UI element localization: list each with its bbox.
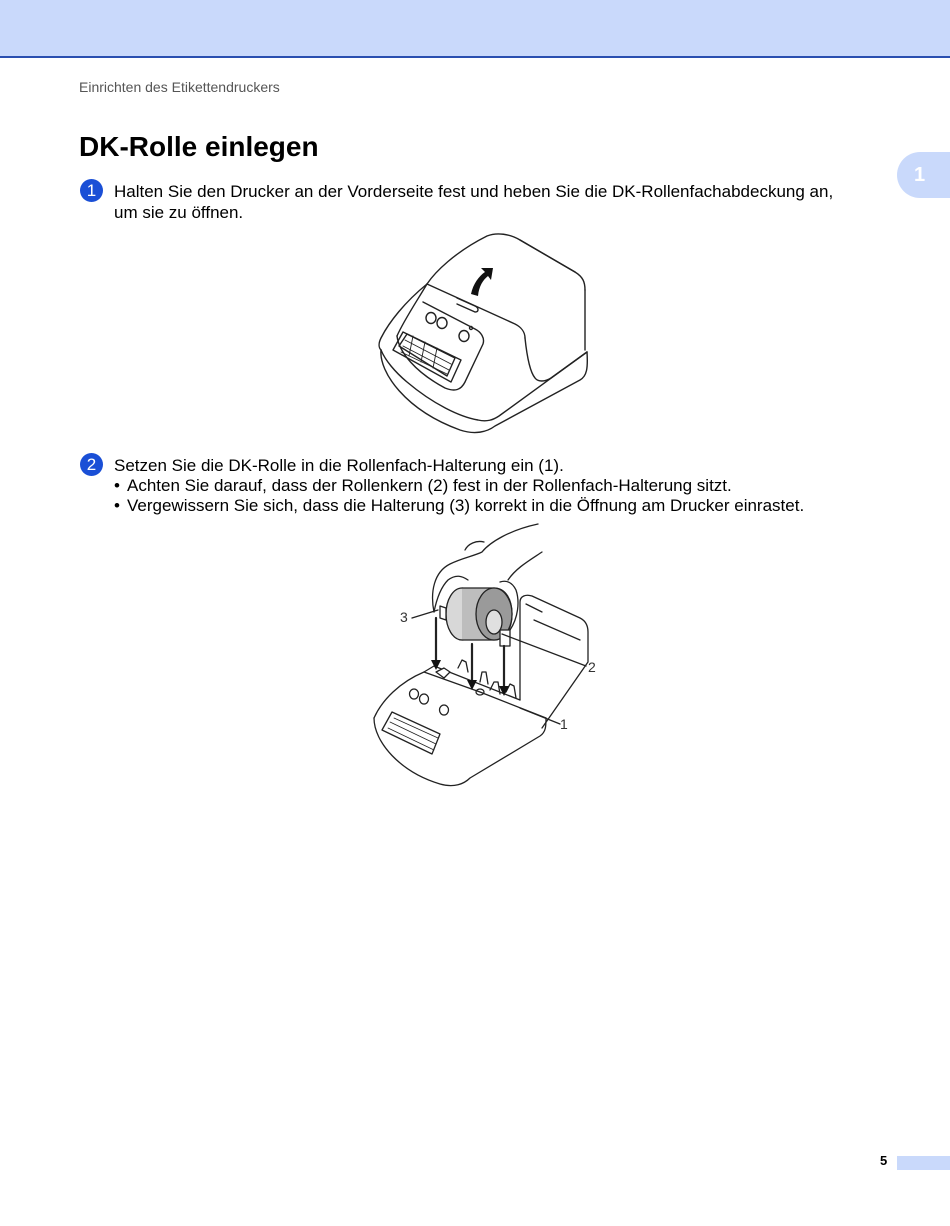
roll-insertion-illustration [370, 522, 610, 794]
callout-3-label: 3 [400, 609, 408, 625]
step-2-badge: 2 [80, 453, 103, 476]
top-header-band [0, 0, 950, 58]
step-2-bullet-1-text: Achten Sie darauf, dass der Rollenkern (2) fest in der Rollenfach-Halterung sitzt. [127, 476, 732, 495]
step-2-bullet-2 [114, 496, 804, 516]
page-title: DK-Rolle einlegen [79, 131, 319, 162]
bullet-dot: • [114, 496, 120, 515]
step-2-bullet-1 [114, 476, 732, 496]
page-number-bar [897, 1156, 950, 1170]
step-2-bullet-2-text: Vergewissern Sie sich, dass die Halterung (3) korrekt in die Öffnung am Drucker einrastet. [127, 496, 805, 515]
callout-2-label: 2 [588, 659, 596, 675]
bullet-dot: • [114, 476, 120, 495]
step-2-text: Setzen Sie die DK-Rolle in die Rollenfach-Halterung ein (1). [114, 456, 564, 475]
page-number: 5 [880, 1153, 888, 1168]
running-header: Einrichten des Etikettendruckers [79, 79, 280, 95]
chapter-tab: 1 [897, 152, 950, 198]
callout-1-label: 1 [560, 716, 568, 732]
step-1-text: Halten Sie den Drucker an der Vorderseite fest und heben Sie die DK-Rollenfachabdeckung an, um sie zu öffnen. [114, 182, 834, 222]
printer-open-lid-illustration [375, 232, 595, 437]
step-1-badge: 1 [80, 179, 103, 202]
